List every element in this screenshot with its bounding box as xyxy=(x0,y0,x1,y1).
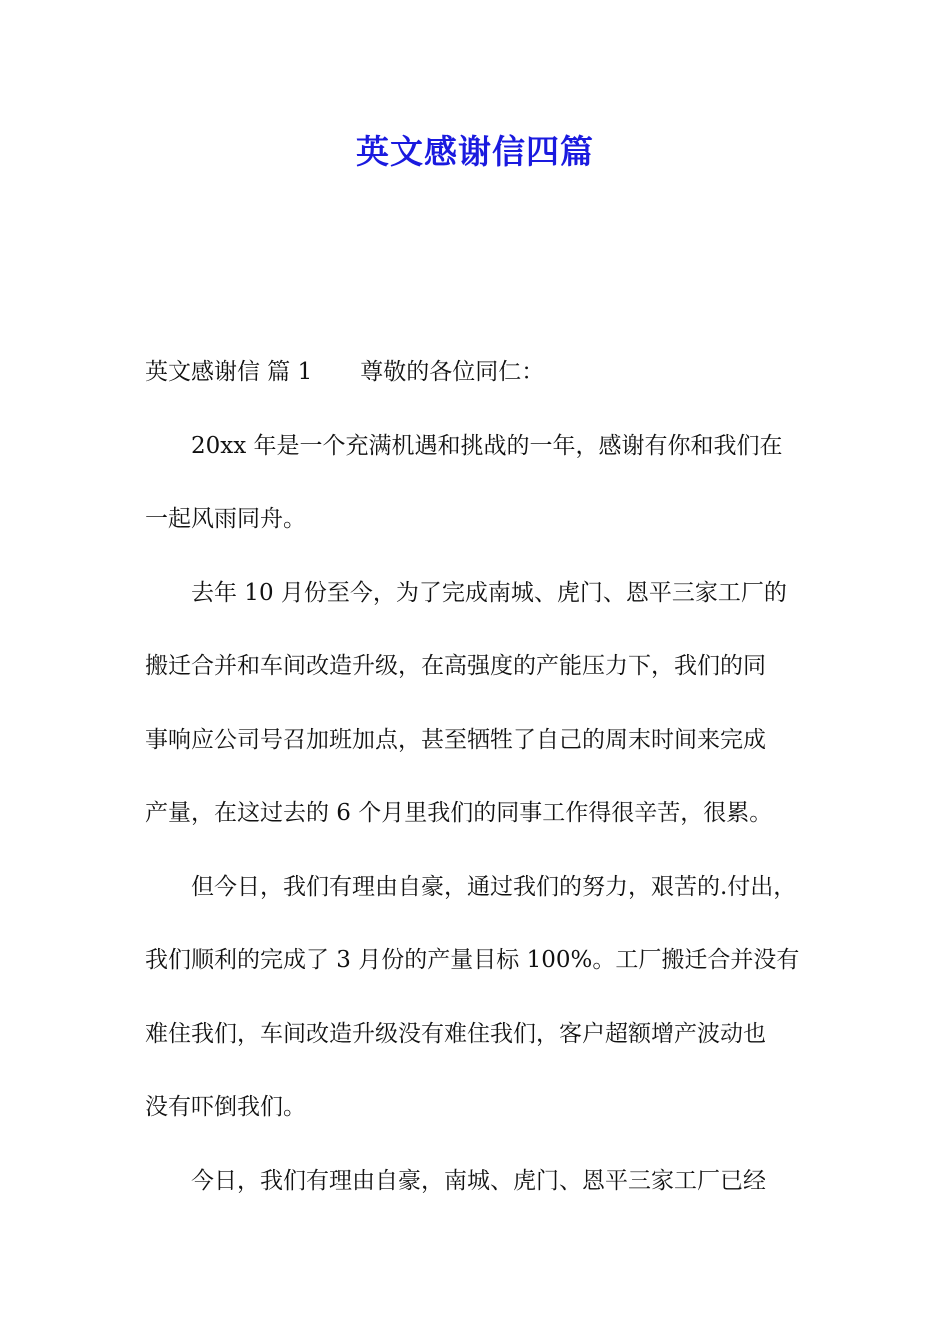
paragraph-line: 但今日，我们有理由自豪，通过我们的努力，艰苦的.付出， xyxy=(191,873,797,900)
letter-heading: 英文感谢信 篇 1 xyxy=(145,359,313,385)
paragraph-line: 20xx 年是一个充满机遇和挑战的一年，感谢有你和我们在 xyxy=(191,432,783,459)
paragraph-line: 搬迁合并和车间改造升级，在高强度的产能压力下，我们的同 xyxy=(145,653,766,679)
document-title: 英文感谢信四篇 xyxy=(356,132,594,171)
heading-line xyxy=(145,336,810,410)
paragraph-line: 去年 10 月份至今，为了完成南城、虎门、恩平三家工厂的 xyxy=(191,579,787,606)
paragraph-line: 今日，我们有理由自豪，南城、虎门、恩平三家工厂已经 xyxy=(191,1167,766,1194)
paragraph-line: 一起风雨同舟。 xyxy=(145,506,306,532)
paragraph-line: 我们顺利的完成了 3 月份的产量目标 100%。工厂搬迁合并没有 xyxy=(145,947,800,973)
letter-salutation: 尊敬的各位同仁： xyxy=(360,359,545,385)
paragraph-line: 产量，在这过去的 6 个月里我们的同事工作得很辛苦，很累。 xyxy=(145,800,773,826)
paragraph-line: 没有吓倒我们。 xyxy=(145,1094,306,1120)
letter-body xyxy=(145,336,810,1218)
paragraph-line: 难住我们，车间改造升级没有难住我们，客户超额增产波动也 xyxy=(145,1020,766,1047)
paragraph-line: 事响应公司号召加班加点，甚至牺牲了自己的周末时间来完成 xyxy=(145,726,766,753)
